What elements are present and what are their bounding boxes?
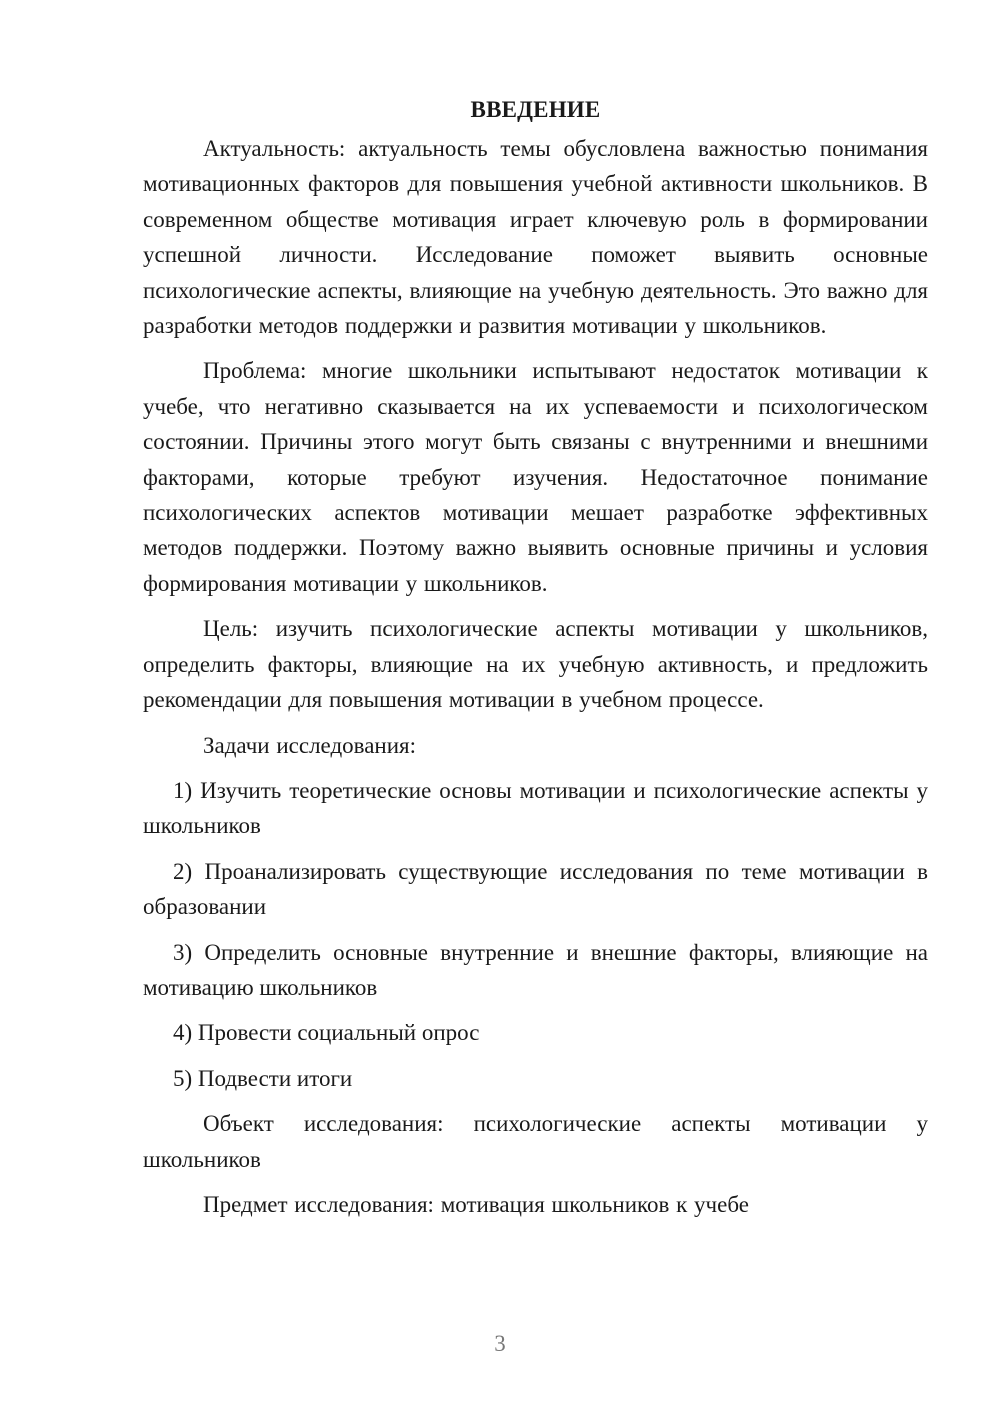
goal-paragraph: Цель: изучить психологические аспекты мотивации у школьников, определить факторы, влияющие на их учебную активность, и предложить рекомендации для повышения мотивации в учебном процессе. bbox=[143, 616, 928, 713]
task-item-5: 5) Подвести итоги bbox=[173, 1065, 353, 1091]
page-content bbox=[143, 92, 928, 1232]
tasks-heading: Задачи исследования: bbox=[203, 732, 417, 758]
problem-paragraph: Проблема: многие школьники испытывают недостаток мотивации к учебе, что негативно сказывается на их успеваемости и психологическом состоянии. Причины этого могут быть связаны с внутренними и внешними факторами, которые требуют изучения. Недостаточное понимание психологических аспектов мотивации мешает разработке эффективных методов поддержки. Поэтому важно выявить основные причины и условия формирования мотивации у школьников. bbox=[143, 358, 928, 596]
task-item-2: 2) Проанализировать существующие исследования по теме мотивации в образовании bbox=[143, 858, 928, 920]
subject-paragraph: Предмет исследования: мотивация школьников к учебе bbox=[203, 1191, 749, 1217]
page-number: 3 bbox=[494, 1331, 506, 1356]
task-item-1: 1) Изучить теоретические основы мотивации и психологические аспекты у школьников bbox=[143, 777, 928, 839]
page-title: ВВЕДЕНИЕ bbox=[470, 97, 601, 122]
object-paragraph: Объект исследования: психологические аспекты мотивации у школьников bbox=[143, 1111, 928, 1172]
task-item-3: 3) Определить основные внутренние и внешние факторы, влияющие на мотивацию школьников bbox=[143, 939, 928, 1000]
task-item-4: 4) Провести социальный опрос bbox=[173, 1020, 480, 1046]
relevance-paragraph: Актуальность: актуальность темы обусловлена важностью понимания мотивационных факторов для повышения учебной активности школьников. В современном обществе мотивация играет ключевую роль в формировании успешной личности. Исследование поможет выявить основные психологические аспекты, влияющие на учебную деятельность. Это важно для разработки методов поддержки и развития мотивации у школьников. bbox=[143, 136, 928, 339]
